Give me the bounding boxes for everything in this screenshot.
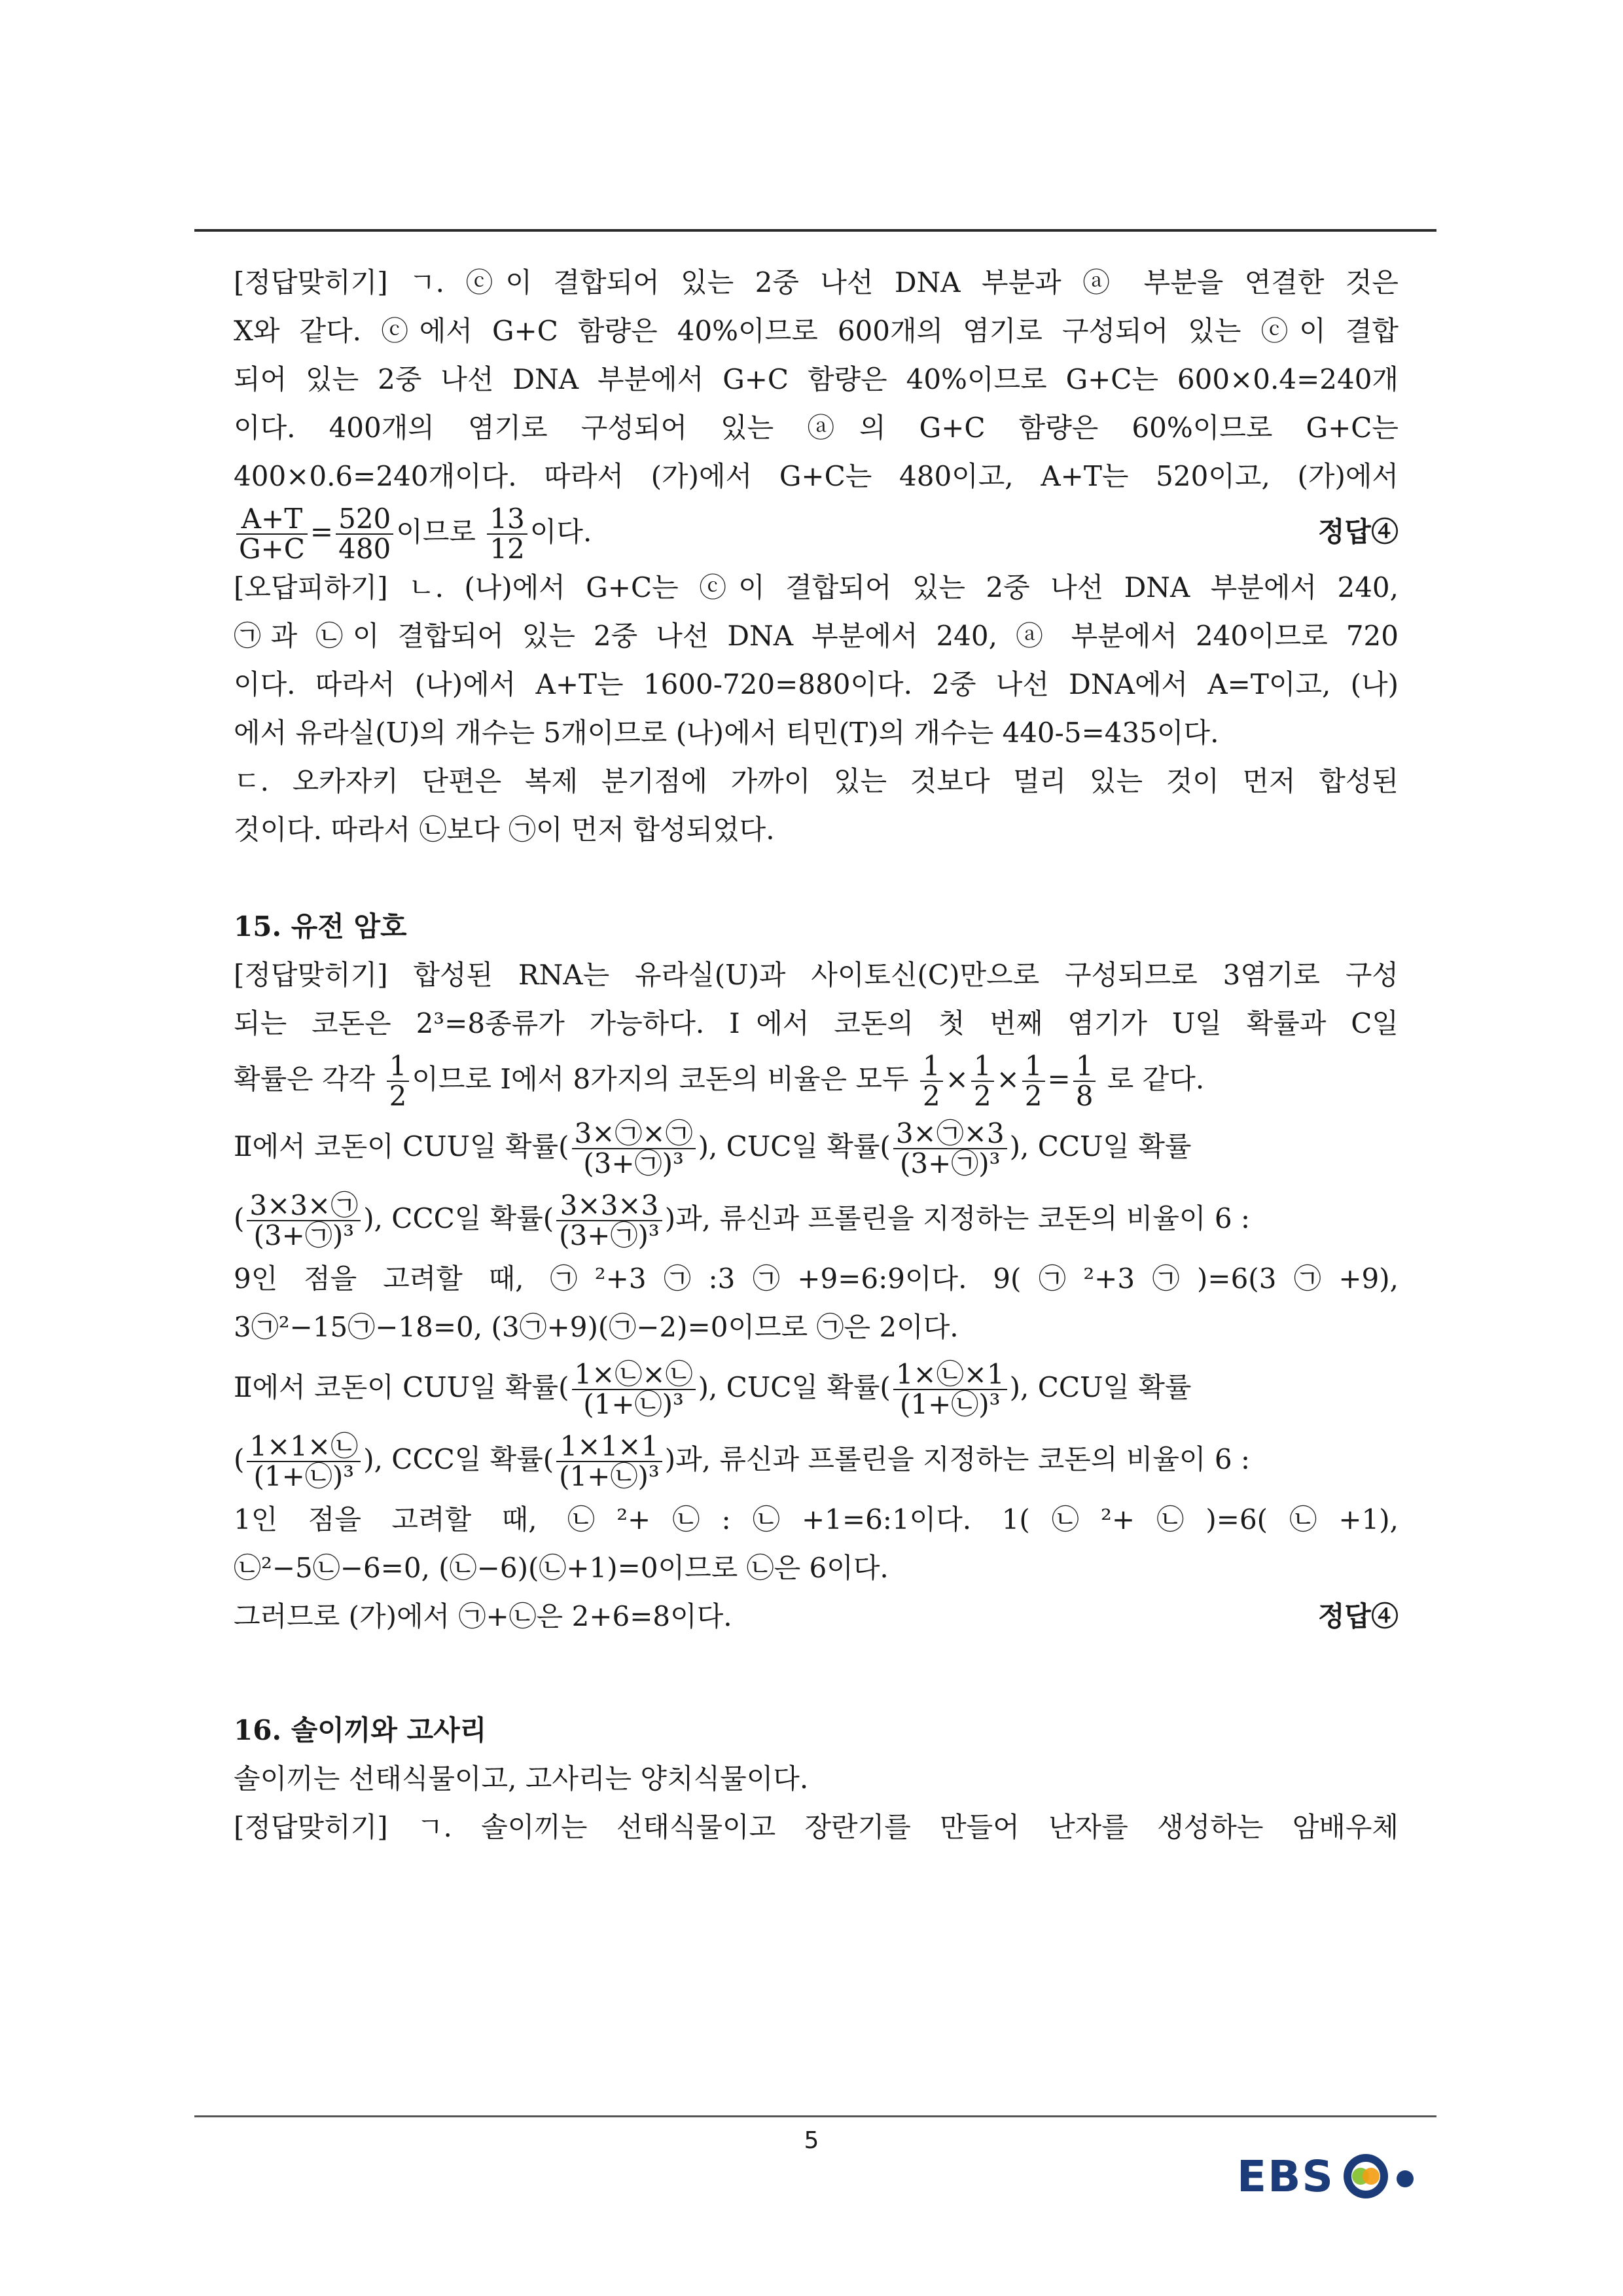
answer-explanation-14-line-5: 400×0.6=240개이다. 따라서 (가)에서 G+C는 480이고, A+T는 520이고, (가)에서 xyxy=(234,460,1399,492)
q15-line-6: 9인 점을 고려할 때, ㉠²+3㉠:3㉠+9=6:9이다. 9(㉠²+3㉠)=6(3㉠+9), xyxy=(234,1263,1399,1295)
fraction-half-c: $\frac{1}{2}$ xyxy=(1022,1052,1045,1111)
q16-line-1: 솔이끼는 선태식물이고, 고사리는 양치식물이다. xyxy=(234,1763,809,1795)
fraction-half-b: $\frac{1}{2}$ xyxy=(971,1052,994,1111)
footer-rule xyxy=(194,2115,1436,2117)
q15-line-12: 그러므로 (가)에서 ㉠+㉡은 2+6=8이다. 정답④ xyxy=(234,1592,1399,1641)
fraction-line-14: $\frac{A+T}{G+C}$ = $\frac{520}{480}$ 이므로 $\frac{13}{12}$ 이다. 정답④ xyxy=(234,501,1399,564)
q15-line-8: Ⅱ에서 코돈이 CUU일 확률( $\frac{1\times㉡\times㉡}{\text{(1+㉡)³}}$ ), CUC일 확률( $\frac{1\times㉡\times 1}{\text{(1+㉡)³}}$ ), CCU일 확률 xyxy=(234,1358,1192,1420)
answer-explanation-14-line-1: [정답맞히기] ㄱ. ⓒ이 결합되어 있는 2중 나선 DNA 부분과 ⓐ 부분을 연결한 것은 xyxy=(234,266,1399,298)
section-heading-15: 15. 유전 암호 xyxy=(234,910,407,942)
fraction-ccu-1: $\frac{3\times 3\times㉠}{\text{(3+㉠)³}}$ xyxy=(247,1191,361,1250)
page-number: 5 xyxy=(804,2127,819,2154)
section-spacer-2 xyxy=(234,1641,1399,1706)
q15-line-2: 되는 코돈은 2³=8종류가 가능하다. Ⅰ에서 코돈의 첫 번째 염기가 U일 확률과 C일 xyxy=(234,1007,1399,1039)
fraction-cuc-2: $\frac{1\times㉡\times 1}{\text{(1+㉡)³}}$ xyxy=(893,1360,1007,1419)
wrong-answer-14-line-4: 에서 유라실(U)의 개수는 5개이므로 (나)에서 티민(T)의 개수는 440-5=435이다. xyxy=(234,717,1219,749)
ebs-logo xyxy=(1237,2151,1431,2202)
fraction-ccu-2: $\frac{1\times 1\times㉡}{\text{(1+㉡)³}}$ xyxy=(247,1432,361,1491)
page-content xyxy=(234,259,1399,1852)
fraction-cuc-1: $\frac{3\times㉠\times 3}{\text{(3+㉠)³}}$ xyxy=(893,1119,1007,1178)
fraction-13-over-12: $\frac{13}{12}$ xyxy=(487,505,527,564)
q15-line-3: 확률은 각각 $\frac{1}{2}$ 이므로 Ⅰ에서 8가지의 코돈의 비율은 모두 $\frac{1}{2}$ × $\frac{1}{2}$ × $\frac{1}{2}$ = $\frac{1}{8}$ 로 같다. xyxy=(234,1050,1205,1112)
fraction-at-over-gc: $\frac{A+T}{G+C}$ xyxy=(236,505,308,564)
q15-line-1: [정답맞히기] 합성된 RNA는 유라실(U)과 사이토신(C)만으로 구성되므로 3염기로 구성 xyxy=(234,959,1399,991)
q15-line-5: ( $\frac{3\times 3\times㉠}{\text{(3+㉠)³}}$ ), CCC일 확률( $\frac{3\times 3\times 3}{\text{(3+㉠)³}}$ )과, 류신과 프롤린을 지정하는 코돈의 비율이 6 : xyxy=(234,1189,1251,1251)
q15-line-4: Ⅱ에서 코돈이 CUU일 확률( $\frac{3\times㉠\times㉠}{\text{(3+㉠)³}}$ ), CUC일 확률( $\frac{3\times㉠\times 3}{\text{(3+㉠)³}}$ ), CCU일 확률 xyxy=(234,1117,1192,1179)
q15-line-9: ( $\frac{1\times 1\times㉡}{\text{(1+㉡)³}}$ ), CCC일 확률( $\frac{1\times 1\times 1}{\text{(1+㉡)³}}$ )과, 류신과 프롤린을 지정하는 코돈의 비율이 6 : xyxy=(234,1430,1251,1492)
fraction-cuu-2: $\frac{1\times㉡\times㉡}{\text{(1+㉡)³}}$ xyxy=(572,1360,696,1419)
wrong-answer-14-line-5: ㄷ. 오카자키 단편은 복제 분기점에 가까이 있는 것보다 멀리 있는 것이 먼저 합성된 xyxy=(234,765,1399,797)
wrong-answer-14-line-6: 것이다. 따라서 ㉡보다 ㉠이 먼저 합성되었다. xyxy=(234,814,775,846)
section-heading-16: 16. 솔이끼와 고사리 xyxy=(234,1714,487,1746)
q15-line-11: ㉡²−5㉡−6=0, (㉡−6)(㉡+1)=0이므로 ㉡은 6이다. xyxy=(234,1552,889,1584)
ebs-logo-mark-icon xyxy=(1340,2150,1431,2202)
header-rule xyxy=(194,229,1436,232)
q16-line-2: [정답맞히기] ㄱ. 솔이끼는 선태식물이고 장란기를 만들어 난자를 생성하는 암배우체 xyxy=(234,1811,1399,1843)
wrong-answer-14-line-1: [오답피하기] ㄴ. (나)에서 G+C는 ⓒ이 결합되어 있는 2중 나선 DNA 부분에서 240, xyxy=(234,571,1399,603)
fraction-cuu-1: $\frac{3\times㉠\times㉠}{\text{(3+㉠)³}}$ xyxy=(572,1119,696,1178)
fraction-one-eighth: $\frac{1}{8}$ xyxy=(1073,1052,1096,1111)
wrong-answer-14-line-3: 이다. 따라서 (나)에서 A+T는 1600-720=880이다. 2중 나선 DNA에서 A=T이고, (나) xyxy=(234,668,1399,700)
q15-line-7: 3㉠²−15㉠−18=0, (3㉠+9)(㉠−2)=0이므로 ㉠은 2이다. xyxy=(234,1311,959,1343)
wrong-answer-14-line-2: ㉠과 ㉡이 결합되어 있는 2중 나선 DNA 부분에서 240, ⓐ 부분에서 240이므로 720 xyxy=(234,620,1399,652)
answer-mark-14: 정답④ xyxy=(1317,516,1399,548)
fraction-520-over-480: $\frac{520}{480}$ xyxy=(336,505,393,564)
answer-mark-15: 정답④ xyxy=(1317,1600,1399,1632)
section-spacer xyxy=(234,854,1399,903)
fraction-half: $\frac{1}{2}$ xyxy=(387,1052,410,1111)
answer-explanation-14-line-3: 되어 있는 2중 나선 DNA 부분에서 G+C 함량은 40%이므로 G+C는 600×0.4=240개 xyxy=(234,363,1399,395)
ebs-logo-text: EBS xyxy=(1237,2151,1334,2202)
answer-explanation-14-line-2: X와 같다. ⓒ에서 G+C 함량은 40%이므로 600개의 염기로 구성되어 있는 ⓒ이 결합 xyxy=(234,315,1399,347)
fraction-ccc-2: $\frac{1\times 1\times 1}{\text{(1+㉡)³}}$ xyxy=(556,1432,662,1491)
fraction-ccc-1: $\frac{3\times 3\times 3}{\text{(3+㉠)³}}$ xyxy=(556,1191,662,1250)
q15-line-10: 1인 점을 고려할 때, ㉡²+㉡:㉡+1=6:1이다. 1(㉡²+㉡)=6(㉡+1), xyxy=(234,1503,1399,1535)
fraction-half-a: $\frac{1}{2}$ xyxy=(920,1052,943,1111)
answer-explanation-14-line-4: 이다. 400개의 염기로 구성되어 있는 ⓐ의 G+C 함량은 60%이므로 G+C는 xyxy=(234,412,1399,444)
